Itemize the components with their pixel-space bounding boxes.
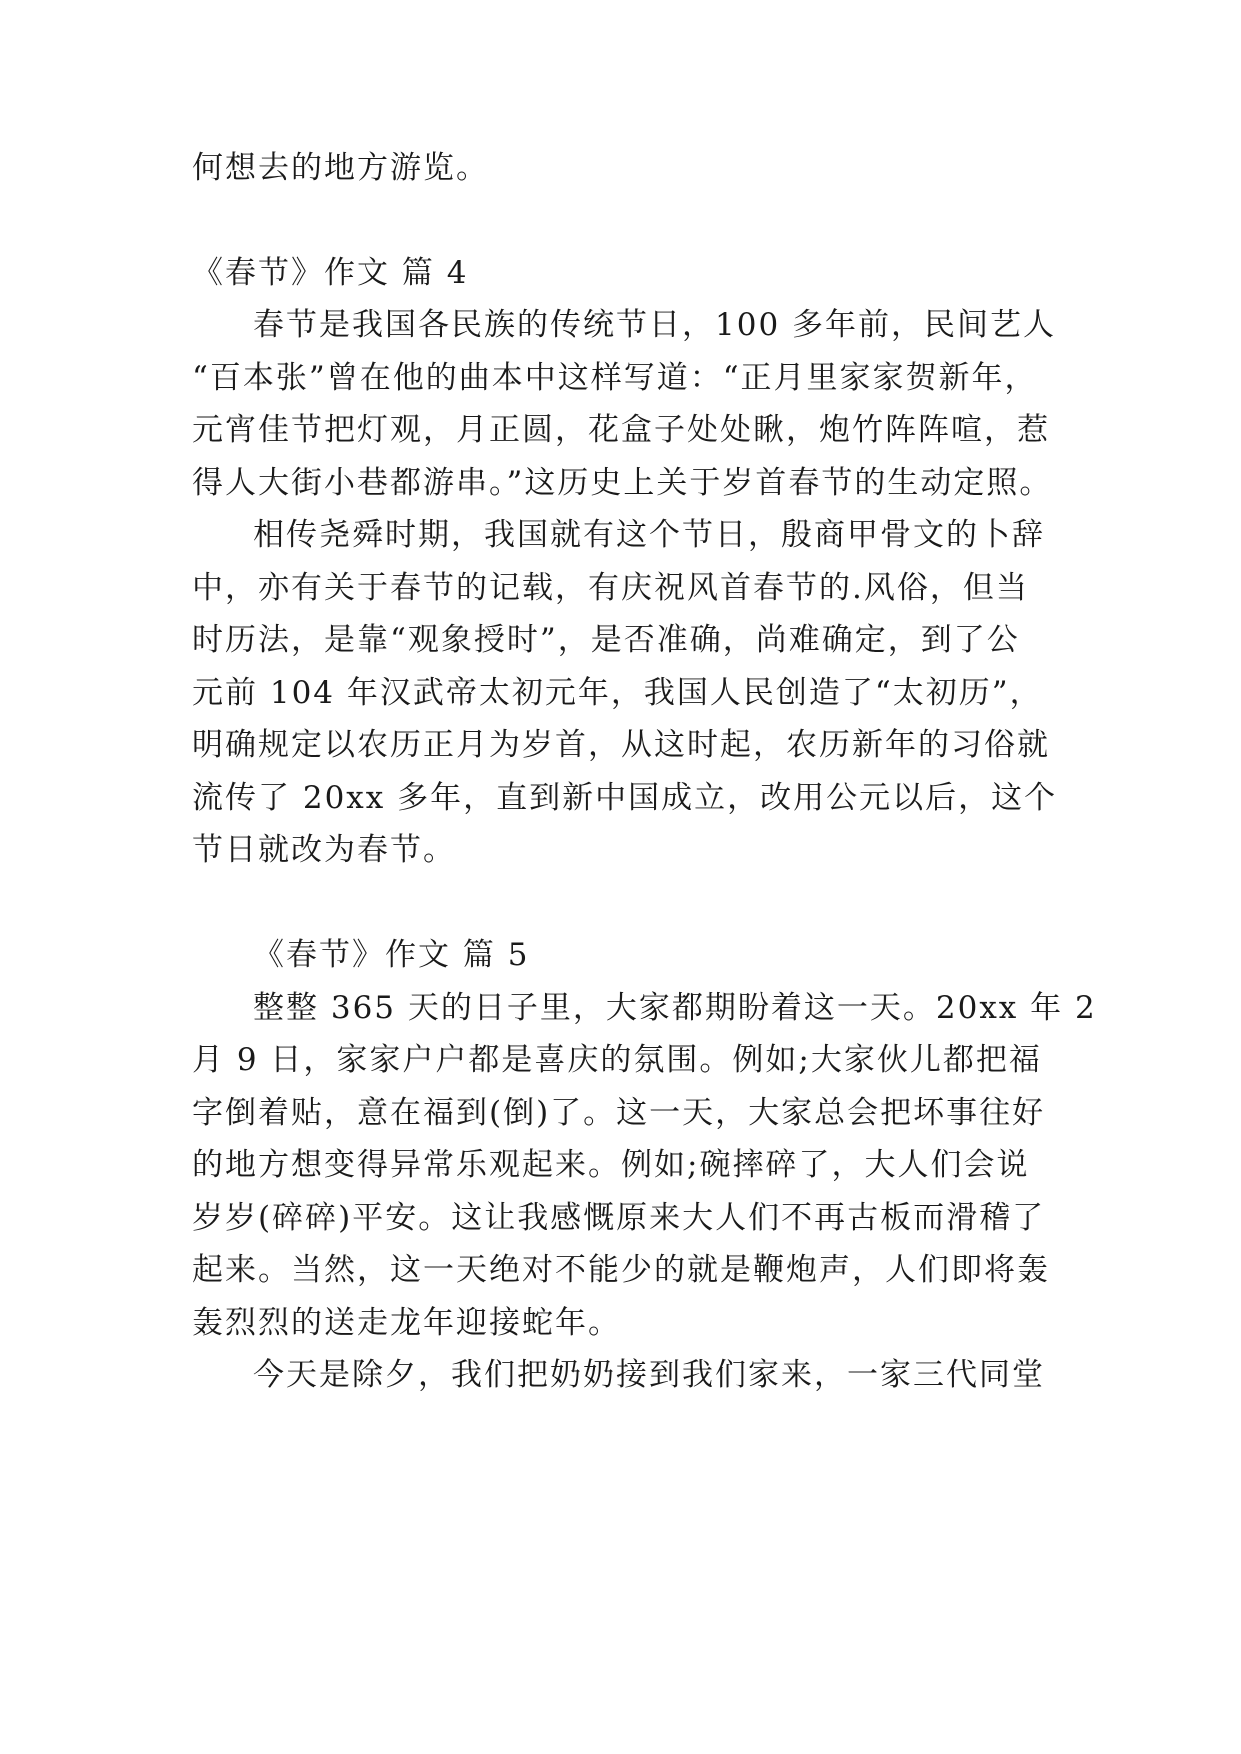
paragraph-line: 时历法，是靠“观象授时”，是否准确，尚难确定，到了公	[192, 622, 1020, 658]
paragraph-line: 整整 365 天的日子里，大家都期盼着这一天。20xx 年 2	[253, 990, 1097, 1026]
paragraph-line: 岁岁(碎碎)平安。这让我感慨原来大人们不再古板而滑稽了	[192, 1200, 1046, 1236]
paragraph-line: 元前 104 年汉武帝太初元年，我国人民创造了“太初历”，	[192, 675, 1043, 711]
paragraph-line: 元宵佳节把灯观，月正圆，花盒子处处瞅，炮竹阵阵喧，惹	[192, 412, 1050, 448]
paragraph-line: 相传尧舜时期，我国就有这个节日，殷商甲骨文的卜辞	[253, 517, 1045, 553]
paragraph-line: 明确规定以农历正月为岁首，从这时起，农历新年的习俗就	[192, 727, 1050, 763]
paragraph-line: 月 9 日，家家户户都是喜庆的氛围。例如;大家伙儿都把福	[192, 1042, 1042, 1078]
paragraph-line: 轰烈烈的送走龙年迎接蛇年。	[192, 1305, 621, 1341]
carryover-line: 何想去的地方游览。	[192, 150, 489, 186]
paragraph-line: 节日就改为春节。	[192, 832, 456, 868]
paragraph-line: 流传了 20xx 多年，直到新中国成立，改用公元以后，这个	[192, 780, 1058, 816]
paragraph-line: 的地方想变得异常乐观起来。例如;碗摔碎了，大人们会说	[192, 1147, 1030, 1183]
paragraph-line: 今天是除夕，我们把奶奶接到我们家来，一家三代同堂	[253, 1357, 1045, 1393]
paragraph-line: 春节是我国各民族的传统节日，100 多年前，民间艺人	[253, 307, 1057, 343]
paragraph-line: 字倒着贴，意在福到(倒)了。这一天，大家总会把坏事往好	[192, 1095, 1046, 1131]
paragraph-line: 中，亦有关于春节的记载，有庆祝风首春节的.风俗，但当	[192, 570, 1029, 606]
paragraph-line: 起来。当然，这一天绝对不能少的就是鞭炮声，人们即将轰	[192, 1252, 1050, 1288]
section-heading: 《春节》作文 篇 5	[253, 937, 530, 973]
paragraph-line: “百本张”曾在他的曲本中这样写道：“正月里家家贺新年，	[192, 360, 1038, 396]
paragraph-line: 得人大街小巷都游串。”这历史上关于岁首春节的生动定照。	[192, 465, 1053, 501]
section-heading: 《春节》作文 篇 4	[192, 255, 469, 291]
